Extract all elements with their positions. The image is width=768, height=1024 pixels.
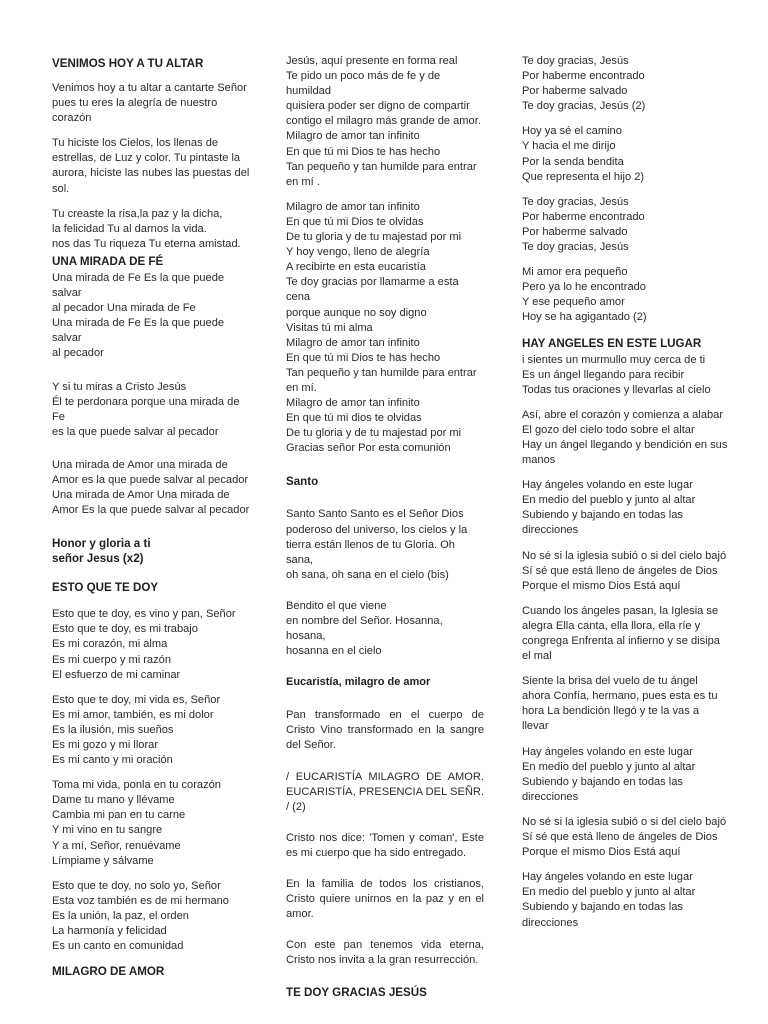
- song-title-milagro-de-amor: MILAGRO DE AMOR: [52, 965, 165, 979]
- verse: i sientes un murmullo muy cerca de ti Es un ángel llegando para recibir Todas tus oraciones y llevarlas al cielo: [522, 353, 711, 396]
- verse: Esto que te doy, no solo yo, Señor Esta voz también es de mi hermano Es la unión, la paz, el orden La harmonía y felicidad Es un canto en comunidad: [52, 879, 229, 953]
- verse: Cuando los ángeles pasan, la Iglesia se alegra Ella canta, ella llora, ella ríe y congrega Enfrenta al infierno y se disipa el mal: [522, 604, 720, 663]
- song-title-eucaristia: Eucaristía, milagro de amor: [286, 676, 431, 689]
- verse: Mi amor era pequeño Pero ya lo he encontrado Y ese pequeño amor Hoy se ha agigantado (2): [522, 266, 647, 324]
- verse: Tu creaste la risa,la paz y la dicha, la felicidad Tu al darnos la vida. nos das Tu riqueza Tu eterna amistad.: [52, 207, 241, 250]
- verse: No sé si la iglesia subió o si del cielo bajó Sí sé que está lleno de ángeles de Dios Porque el mismo Dios Está aquí: [522, 815, 727, 859]
- verse: Jesús, aquí presente en forma real Te pido un poco más de fe y de humildad quisiera poder ser digno de compartir contigo el milagro más grande de amor. Milagro de amor tan infinito En que tú mi Dios te has hecho Tan pequeño y tan humilde para entrar en mí .: [286, 55, 481, 188]
- verse: Toma mi vida, ponla en tu corazón Dame tu mano y llévame Cambia mi pan en tu carne Y mi vino en tu sangre Y a mí, Señor, renuévame Límpiame y sálvame: [52, 779, 221, 867]
- column-right: [522, 0, 728, 1024]
- verse: Te doy gracias, Jesús Por haberme encontrado Por haberme salvado Te doy gracias, Jesús (2): [522, 55, 646, 113]
- song-title-venimos-hoy: VENIMOS HOY A TU ALTAR: [52, 57, 204, 70]
- verse: Santo Santo Santo es el Señor Dios poderoso del universo, los cielos y la tierra están llenos de tu Gloria. Oh sana, oh sana, oh sana en el cielo (bis): [286, 508, 468, 581]
- song-title-hay-angeles: HAY ANGELES EN ESTE LUGAR: [522, 336, 702, 350]
- verse: Hay ángeles volando en este lugar En medio del pueblo y junto al altar Subiendo y bajando en todas las direcciones: [522, 479, 696, 537]
- refrain-honor-gloria: Honor y gloria a ti señor Jesus (x2): [52, 537, 151, 566]
- verse: Tu hiciste los Cielos, los llenas de estrellas, de Luz y color. Tu pintaste la aurora, hiciste las nubes las puestas del sol.: [52, 137, 250, 195]
- verse: Milagro de amor tan infinito En que tú mi Dios te olvidas De tu gloria y de tu majestad por mi Y hoy vengo, lleno de alegría A recibirte en esta eucaristía Te doy gracias por llamarme a esta cena porque aunque no soy digno Visitas tú mi alma Milagro de amor tan infinito En que tú mi Dios te has hecho Tan pequeño y tan humilde para entrar en mí. Milagro de amor tan infinito En que tú mi dios te olvidas De tu gloria y de tu majestad por mi Gracias señor Por esta comunión: [286, 200, 477, 455]
- song-title-santo: Santo: [286, 475, 319, 489]
- verse: / EUCARISTÍA MILAGRO DE AMOR. EUCARISTÍA, PRESENCIA DEL SEÑR. / (2): [286, 770, 484, 813]
- column-middle: [286, 0, 484, 1024]
- verse: Y si tu miras a Cristo Jesús Él te perdonara porque una mirada de Fe es la que puede salvar al pecador: [52, 380, 240, 438]
- verse: Siente la brisa del vuelo de tu ángel ahora Confía, hermano, pues esta es tu hora La bendición llegó y te la vas a llevar: [522, 675, 718, 733]
- verse: En la familia de todos los cristianos, Cristo quiere unirnos en la paz y en el amor.: [286, 878, 484, 921]
- verse: Cristo nos dice: 'Tomen y coman', Este es mi cuerpo que ha sido entregado.: [286, 831, 484, 859]
- verse: Hoy ya sé el camino Y hacia el me dirijo Por la senda bendita Que representa el hijo 2): [522, 125, 645, 183]
- verse: Venimos hoy a tu altar a cantarte Señor pues tu eres la alegría de nuestro corazón: [52, 82, 247, 125]
- verse: Hay ángeles volando en este lugar En medio del pueblo y junto al altar Subiendo y bajando en todas las direcciones: [522, 871, 696, 929]
- verse: Una mirada de Amor una mirada de Amor es la que puede salvar al pecador Una mirada de Amor Una mirada de Amor Es la que puede salvar al pecador: [52, 458, 250, 517]
- verse: Esto que te doy, es vino y pan, Señor Esto que te doy, es mi trabajo Es mi corazón, mi alma Es mi cuerpo y mi razón El esfuerzo de mi caminar: [52, 608, 236, 681]
- verse: No sé si la iglesia subió o si del cielo bajó Sí sé que está lleno de ángeles de Dios Porque el mismo Dios Está aquí: [522, 549, 727, 592]
- verse: Con este pan tenemos vida eterna, Cristo nos invita a la gran resurrección.: [286, 939, 484, 967]
- song-title-una-mirada: UNA MIRADA DE FÉ: [52, 254, 164, 268]
- verse: Hay ángeles volando en este lugar En medio del pueblo y junto al altar Subiendo y bajando en todas las direcciones: [522, 745, 696, 803]
- song-title-te-doy-gracias: TE DOY GRACIAS JESÚS: [286, 985, 427, 999]
- verse: Así, abre el corazón y comienza a alabar El gozo del cielo todo sobre el altar Hay un ángel llegando y bendición en sus manos: [522, 408, 728, 467]
- column-left: [52, 0, 252, 1024]
- verse: Una mirada de Fe Es la que puede salvar al pecador Una mirada de Fe Una mirada de Fe Es la que puede salvar al pecador: [52, 271, 225, 360]
- verse: Bendito el que viene en nombre del Señor. Hosanna, hosana, hosanna en el cielo: [286, 599, 443, 658]
- verse: Pan transformado en el cuerpo de Cristo Vino transformado en la sangre del Señor.: [286, 709, 484, 752]
- verse: Esto que te doy, mi vida es, Señor Es mi amor, también, es mi dolor Es la ilusión, mis sueños Es mi gozo y mi llorar Es mi canto y mi oración: [52, 693, 221, 767]
- song-title-esto-que-te-doy: ESTO QUE TE DOY: [52, 581, 159, 595]
- verse: Te doy gracias, Jesús Por haberme encontrado Por haberme salvado Te doy gracias, Jesús: [522, 195, 645, 254]
